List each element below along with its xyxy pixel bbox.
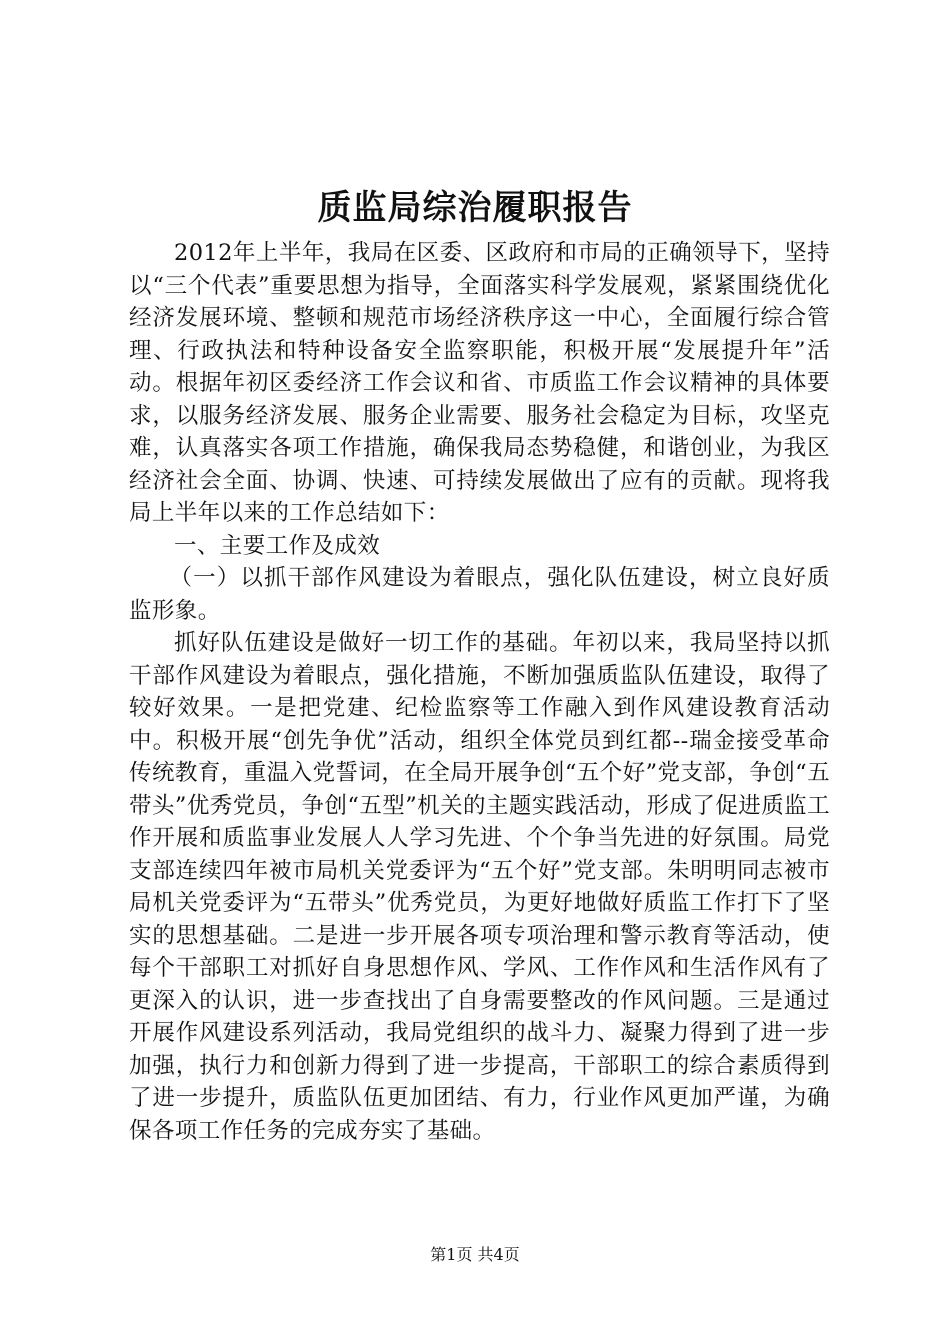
document-title: 质监局综治履职报告: [317, 188, 633, 228]
page-number-footer: 第1页 共4页: [430, 1245, 520, 1264]
intro-paragraph: 2012年上半年，我局在区委、区政府和市局的正确领导下，坚持以“三个代表”重要思想为指导，全面落实科学发展观，紧紧围绕优化经济发展环境、整顿和规范市场经济秩序这一中心，全面履行综合管理、行政执法和特种设备安全监察职能，积极开展“发展提升年”活动。根据年初区委经济工作会议和省、市质监工作会议精神的具体要求，以服务经济发展、服务企业需要、服务社会稳定为目标，攻坚克难，认真落实各项工作措施，确保我局态势稳健，和谐创业，为我区经济社会全面、协调、快速、可持续发展做出了应有的贡献。现将我局上半年以来的工作总结如下：: [129, 240, 830, 526]
section-heading: 一、主要工作及成效: [174, 532, 381, 559]
document-body: [129, 237, 830, 1147]
body-paragraph: 抓好队伍建设是做好一切工作的基础。年初以来，我局坚持以抓干部作风建设为着眼点，强化措施，不断加强质监队伍建设，取得了较好效果。一是把党建、纪检监察等工作融入到作风建设教育活动中。积极开展“创先争优”活动，组织全体党员到红都--瑞金接受革命传统教育，重温入党誓词，在全局开展争创“五个好”党支部，争创“五带头”优秀党员，争创“五型”机关的主题实践活动，形成了促进质监工作开展和质监事业发展人人学习先进、个个争当先进的好氛围。局党支部连续四年被市局机关党委评为“五个好”党支部。朱明明同志被市局机关党委评为“五带头”优秀党员，为更好地做好质监工作打下了坚实的思想基础。二是进一步开展各项专项治理和警示教育等活动，使每个干部职工对抓好自身思想作风、学风、工作作风和生活作风有了更深入的认识，进一步查找出了自身需要整改的作风问题。三是通过开展作风建设系列活动，我局党组织的战斗力、凝聚力得到了进一步加强，执行力和创新力得到了进一步提高，干部职工的综合素质得到了进一步提升，质监队伍更加团结、有力，行业作风更加严谨，为确保各项工作任务的完成夯实了基础。: [129, 630, 830, 1144]
subsection-heading: （一）以抓干部作风建设为着眼点，强化队伍建设，树立良好质监形象。: [129, 565, 830, 624]
